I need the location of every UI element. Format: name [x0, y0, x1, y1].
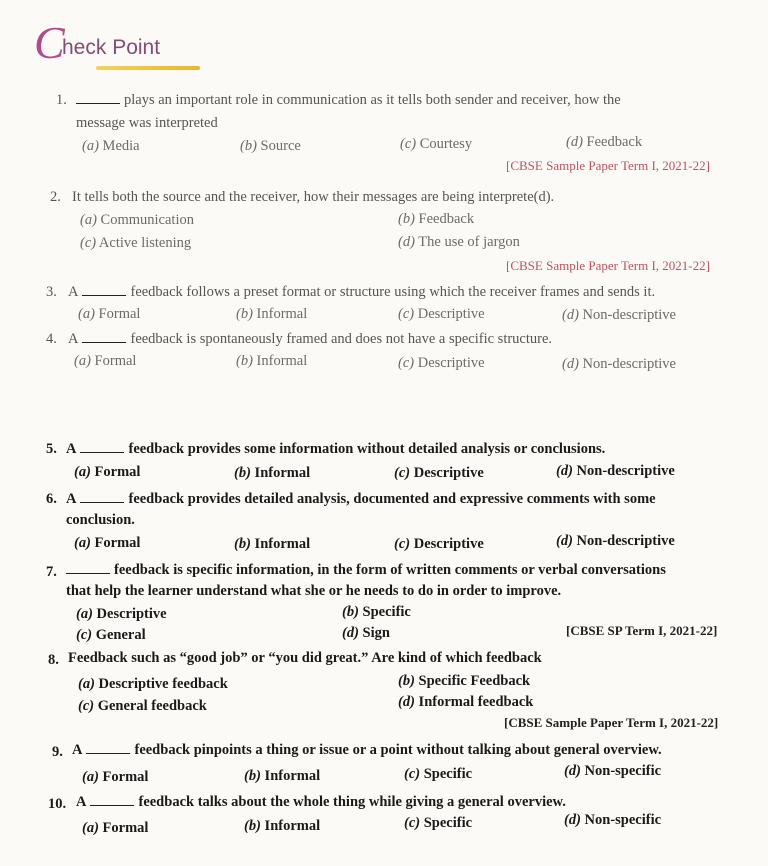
question-text-continued: conclusion.	[66, 512, 135, 528]
option-a[interactable]: (a) Formal	[82, 769, 149, 785]
question-number: 4.	[46, 331, 57, 347]
option-c[interactable]: (c) Courtesy	[400, 136, 473, 152]
question-number: 9.	[52, 744, 63, 760]
option-c[interactable]: (c) Descriptive	[398, 355, 485, 371]
check-point-header	[34, 17, 184, 72]
question-text: feedback is specific information, in the form of written comments or verbal conversations	[114, 562, 666, 578]
option-d[interactable]: (d) Non-descriptive	[562, 307, 676, 323]
question-text-continued: message was interpreted	[76, 115, 218, 131]
option-a[interactable]: (a) Formal	[74, 353, 137, 369]
option-c[interactable]: (c) General feedback	[78, 698, 207, 714]
check-point-initial: C	[34, 17, 65, 68]
question-number: 3.	[46, 284, 57, 300]
question-text: feedback talks about the whole thing while giving a general overview.	[138, 794, 566, 810]
option-c[interactable]: (c) Specific	[404, 766, 473, 782]
question-number: 10.	[48, 796, 67, 812]
option-b[interactable]: (b) Source	[240, 138, 301, 154]
question-number: 8.	[48, 652, 59, 668]
option-a[interactable]: (a) Descriptive	[76, 606, 167, 622]
option-a[interactable]: (a) Formal	[82, 820, 149, 836]
option-b[interactable]: (b) Informal	[234, 536, 311, 552]
question-prefix: A	[68, 331, 79, 347]
option-c[interactable]: (c) Specific	[404, 815, 473, 831]
answer-blank	[66, 573, 110, 574]
question-text: Feedback such as “good job” or “you did great.” Are kind of which feedback	[68, 650, 542, 666]
option-b[interactable]: (b) Informal	[244, 768, 321, 784]
option-c[interactable]: (c) Descriptive	[394, 465, 484, 481]
source-citation: [CBSE SP Term I, 2021-22]	[566, 623, 718, 638]
option-d[interactable]: (d) Non-specific	[564, 812, 662, 828]
option-c[interactable]: (c) Descriptive	[398, 306, 485, 322]
question-prefix: A	[66, 441, 77, 457]
answer-blank	[80, 452, 124, 453]
answer-blank	[90, 805, 134, 806]
question-text-continued: that help the learner understand what she or he needs to do in order to improve.	[66, 583, 562, 599]
question-prefix: A	[72, 742, 83, 758]
option-a[interactable]: (a) Formal	[78, 306, 141, 322]
question-text: feedback provides detailed analysis, documented and expressive comments with some	[128, 491, 656, 507]
option-d[interactable]: (d) Non-descriptive	[556, 533, 675, 549]
answer-blank	[82, 342, 126, 343]
answer-blank	[80, 502, 124, 503]
option-b[interactable]: (b) Informal	[244, 818, 321, 834]
question-number: 1.	[56, 92, 67, 108]
option-d[interactable]: (d) Informal feedback	[398, 694, 534, 710]
option-b[interactable]: (b) Informal	[236, 306, 308, 322]
check-point-title: heck Point	[62, 36, 161, 59]
question-number: 7.	[46, 564, 57, 580]
question-text: It tells both the source and the receiver, how their messages are being interprete(d).	[72, 189, 555, 205]
option-a[interactable]: (a) Communication	[80, 212, 194, 228]
question-number: 2.	[50, 189, 61, 205]
option-d[interactable]: (d) Non-descriptive	[562, 356, 676, 372]
source-citation: [CBSE Sample Paper Term I, 2021-22]	[506, 158, 710, 173]
option-b[interactable]: (b) Informal	[234, 465, 311, 481]
option-b[interactable]: (b) Specific Feedback	[398, 673, 531, 689]
option-c[interactable]: (c) Active listening	[80, 235, 192, 251]
option-d[interactable]: (d) Sign	[342, 625, 390, 641]
option-d[interactable]: (d) The use of jargon	[398, 234, 520, 250]
question-text: feedback provides some information without detailed analysis or conclusions.	[128, 441, 606, 457]
option-d[interactable]: (d) Non-descriptive	[556, 463, 675, 479]
option-b[interactable]: (b) Feedback	[398, 211, 475, 227]
question-text: plays an important role in communication as it tells both sender and receiver, how the	[124, 92, 621, 108]
option-d[interactable]: (d) Non-specific	[564, 763, 662, 779]
source-citation: [CBSE Sample Paper Term I, 2021-22]	[504, 715, 719, 730]
answer-blank	[82, 295, 126, 296]
question-number: 5.	[46, 441, 57, 457]
option-c[interactable]: (c) General	[76, 627, 146, 643]
option-b[interactable]: (b) Informal	[236, 353, 308, 369]
option-d[interactable]: (d) Feedback	[566, 134, 643, 150]
question-prefix: A	[76, 794, 87, 810]
option-a[interactable]: (a) Media	[82, 138, 140, 154]
option-b[interactable]: (b) Specific	[342, 604, 411, 620]
question-prefix: A	[66, 491, 77, 507]
question-text: feedback pinpoints a thing or issue or a point without talking about general overview.	[134, 742, 662, 758]
question-prefix: A	[68, 284, 79, 300]
option-a[interactable]: (a) Formal	[74, 535, 141, 551]
source-citation: [CBSE Sample Paper Term I, 2021-22]	[506, 258, 710, 273]
option-c[interactable]: (c) Descriptive	[394, 536, 484, 552]
option-a[interactable]: (a) Formal	[74, 464, 141, 480]
answer-blank	[86, 753, 130, 754]
title-underline	[96, 66, 200, 70]
question-text: feedback follows a preset format or structure using which the receiver frames and sends it.	[130, 284, 656, 300]
option-a[interactable]: (a) Descriptive feedback	[78, 676, 228, 692]
question-number: 6.	[46, 491, 57, 507]
answer-blank	[76, 103, 120, 104]
question-text: feedback is spontaneously framed and does not have a specific structure.	[130, 331, 553, 347]
